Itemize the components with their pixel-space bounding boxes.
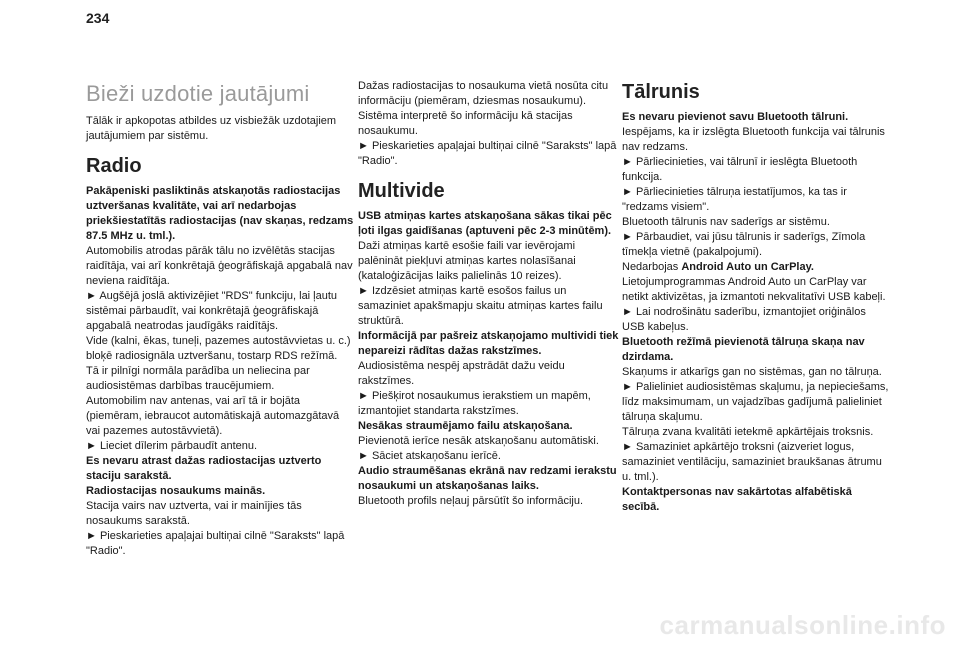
paragraph-bold-text: Android Auto un CarPlay.	[681, 261, 814, 273]
paragraph: ► Piešķirot nosaukumus ierakstiem un mapēm, izmantojiet standarta rakstzīmes.	[358, 390, 591, 417]
paragraph: ► Pārbaudiet, vai jūsu tālrunis ir saderīgs, Zīmola tīmekļa vietnē (pakalpojumi).	[622, 231, 866, 258]
paragraph: Daži atmiņas kartē esošie faili var ievērojami palēnināt piekļuvi atmiņas kartes nolasīšanai (kataloģizācijas laiks palielinās 10 reizes).	[358, 240, 576, 282]
paragraph: ► Palieliniet audiosistēmas skaļumu, ja nepieciešams, līdz maksimumam, un vajadzības gadījumā palieliniet tālruņa skaļumu.	[622, 381, 889, 423]
paragraph: ► Lieciet dīlerim pārbaudīt antenu.	[86, 440, 258, 452]
question-heading: Nesākas straumējamo failu atskaņošana.	[358, 420, 573, 432]
watermark: carmanualsonline.info	[659, 610, 946, 640]
paragraph: ► Izdzēsiet atmiņas kartē esošos failus un samaziniet apakšmapju skaitu atmiņas kartes failu struktūrā.	[358, 285, 603, 327]
paragraph: Bluetooth profils neļauj pārsūtīt šo informāciju.	[358, 495, 584, 507]
paragraph	[622, 260, 890, 275]
paragraph-text: Nedarbojas	[622, 261, 682, 273]
question-heading: USB atmiņas kartes atskaņošana sākas tikai pēc ļoti ilgas gaidīšanas (aptuveni pēc 2-3 minūtēm).	[358, 210, 612, 237]
paragraph: Lietojumprogrammas Android Auto un CarPlay var netikt aktivizētas, ja izmantoti nekvalitatīvi USB kabeļi.	[622, 276, 886, 303]
paragraph: ► Augšējā joslā aktivizējiet "RDS" funkciju, lai ļautu sistēmai pārbaudīt, vai konkrētajā ģeogrāfiskajā apgabalā neatrodas jaudīgāks raidītājs.	[86, 290, 338, 332]
page-title: Bieži uzdotie jautājumi	[86, 81, 310, 106]
paragraph: ► Pieskarieties apaļajai bultiņai cilnē "Saraksts" lapā "Radio".	[86, 530, 345, 557]
paragraph: Vide (kalni, ēkas, tuneļi, pazemes autostāvvietas u. c.) bloķē radiosignāla uztveršanu, tostarp RDS režīmā.	[86, 335, 351, 362]
column-right	[622, 79, 890, 515]
paragraph: ► Samaziniet apkārtējo troksni (aizveriet logus, samaziniet ventilāciju, samaziniet braukšanas ātrumu u. tml.).	[622, 441, 882, 483]
question-heading: Pakāpeniski pasliktinās atskaņotās radiostacijas uztveršanas kvalitāte, vai arī nedarbojas priekšiestatītās radiostacijas (nav skaņas, redzams 87.5 MHz u. tml.).	[86, 185, 354, 242]
question-heading: Bluetooth režīmā pievienotā tālruņa skaņa nav dzirdama.	[622, 336, 865, 363]
paragraph: Bluetooth tālrunis nav saderīgs ar sistēmu.	[622, 216, 830, 228]
paragraph: Audiosistēma nespēj apstrādāt dažu veidu rakstzīmes.	[358, 360, 565, 387]
page-number: 234	[86, 10, 110, 26]
paragraph: Skaņums ir atkarīgs gan no sistēmas, gan no tālruņa.	[622, 366, 882, 378]
paragraph: ► Pārliecinieties, vai tālrunī ir ieslēgta Bluetooth funkcija.	[622, 156, 858, 183]
spacer	[86, 144, 354, 153]
section-heading: Multivide	[358, 180, 445, 202]
question-heading: Informācijā par pašreiz atskaņojamo multividi tiek nepareizi rādītas dažas rakstzīmes.	[358, 330, 619, 357]
question-heading: Kontaktpersonas nav sakārtotas alfabētiskā secībā.	[622, 486, 852, 513]
paragraph: Stacija vairs nav uztverta, vai ir mainījies tās nosaukums sarakstā.	[86, 500, 302, 527]
paragraph: Tā ir pilnīgi normāla parādība un neliecina par audiosistēmas darbības traucējumiem.	[86, 365, 310, 392]
paragraph: Automobilim nav antenas, vai arī tā ir bojāta (piemēram, iebraucot automātiskajā automazgātavā vai pazemes autostāvvietā).	[86, 395, 340, 437]
question-heading: Radiostacijas nosaukums mainās.	[86, 485, 266, 497]
paragraph: ► Lai nodrošinātu saderību, izmantojiet oriģinālos USB kabeļus.	[622, 306, 866, 333]
paragraph: ► Pieskarieties apaļajai bultiņai cilnē "Saraksts" lapā "Radio".	[358, 140, 617, 167]
paragraph: Pievienotā ierīce nesāk atskaņošanu automātiski.	[358, 435, 599, 447]
spacer	[358, 169, 620, 178]
paragraph: ► Pārliecinieties tālruņa iestatījumos, ka tas ir "redzams visiem".	[622, 186, 847, 213]
paragraph: ► Sāciet atskaņošanu ierīcē.	[358, 450, 501, 462]
paragraph: Tālruņa zvana kvalitāti ietekmē apkārtējais troksnis.	[622, 426, 874, 438]
section-heading: Radio	[86, 155, 142, 177]
paragraph: Dažas radiostacijas to nosaukuma vietā nosūta citu informāciju (piemēram, dziesmas nosaukumu).	[358, 80, 609, 107]
question-heading: Es nevaru pievienot savu Bluetooth tālruni.	[622, 111, 849, 123]
column-left	[86, 79, 354, 559]
paragraph: Sistēma interpretē šo informāciju kā stacijas nosaukumu.	[358, 110, 573, 137]
column-middle	[358, 79, 620, 509]
paragraph: Tālāk ir apkopotas atbildes uz visbiežāk uzdotajiem jautājumiem par sistēmu.	[86, 115, 337, 142]
paragraph: Iespējams, ka ir izslēgta Bluetooth funkcija vai tālrunis nav redzams.	[622, 126, 885, 153]
question-heading: Audio straumēšanas ekrānā nav redzami ierakstu nosaukumi un atskaņošanas laiks.	[358, 465, 617, 492]
section-heading: Tālrunis	[622, 81, 700, 103]
paragraph: Automobilis atrodas pārāk tālu no izvēlētās stacijas raidītāja, vai arī konkrētajā ģeogrāfiskajā apgabalā nav neviena raidītāja.	[86, 245, 353, 287]
question-heading: Es nevaru atrast dažas radiostacijas uztverto staciju sarakstā.	[86, 455, 322, 482]
